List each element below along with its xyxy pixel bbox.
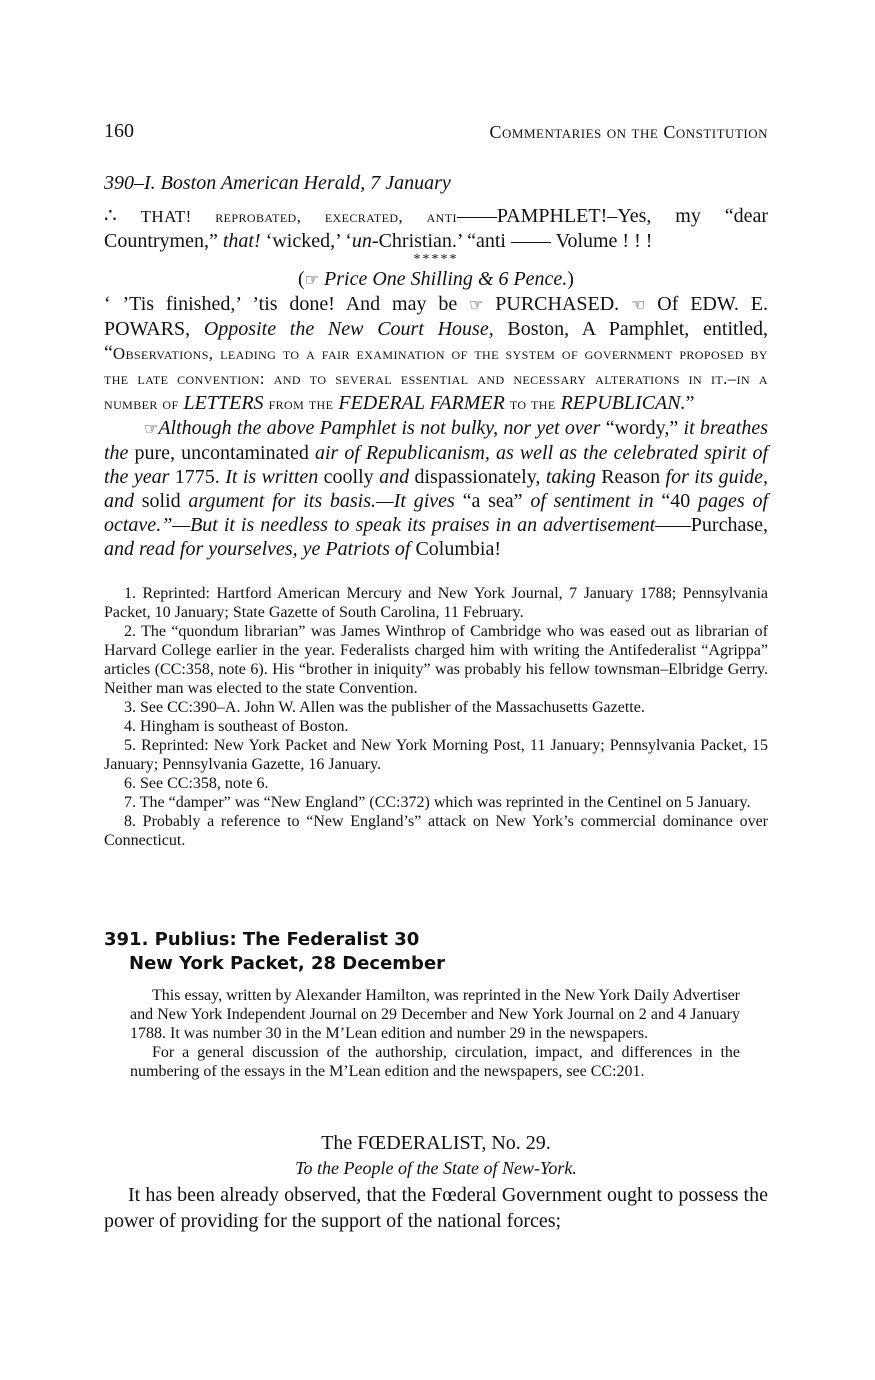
ad-price-text: Price One Shilling & 6 Pence. bbox=[324, 268, 568, 290]
ad-text: LETTERS bbox=[183, 392, 264, 414]
pointing-hand-icon: ☞ bbox=[469, 295, 484, 314]
ad-text: anti bbox=[426, 207, 457, 226]
footnote: 4. Hingham is southeast of Boston. bbox=[124, 718, 349, 735]
ad-paragraph-3 bbox=[104, 416, 768, 561]
ad-text: ——PAMPHLET!–Yes, my “dear Countrymen,” bbox=[104, 205, 769, 252]
ad-text: pages of octave.”—But it is needless to speak its praises in an advertisement—— bbox=[104, 490, 768, 536]
ad-text: pure, uncontaminated bbox=[128, 442, 315, 464]
footnote: 6. See CC:358, note 6. bbox=[124, 775, 269, 792]
ad-text: Boston, A Pamphlet, entitled, “ bbox=[104, 318, 768, 364]
footnote: 2. The “quondum librarian” was James Winthrop of Cambridge who was eased out as librarian of Harvard College earlier in the year. Federalists charged him with writing the Antifederalist “Agrippa” articles (CC:358, note 6). His “brother in iniquity” was probably his fellow townsman–Elbridge Gerry. Neither man was elected to the state Convention. bbox=[104, 623, 768, 697]
ad-text: Of EDW. E. POWARS, bbox=[104, 293, 768, 340]
ad-text: REPUBLICAN. bbox=[560, 392, 686, 414]
therefore-symbol: ∴ bbox=[104, 205, 117, 227]
ad-text: coolly bbox=[318, 466, 380, 488]
ad-text: un bbox=[351, 230, 372, 252]
footnote: 7. The “damper” was “New England” (CC:372) which was reprinted in the Centinel on 5 January. bbox=[124, 794, 751, 811]
ad-text: PURCHASED. bbox=[483, 293, 632, 315]
footnotes bbox=[104, 584, 768, 850]
page-header bbox=[104, 120, 768, 148]
pointing-hand-icon: ☞ bbox=[144, 419, 159, 438]
ad-text: FEDERAL FARMER bbox=[338, 392, 505, 414]
ad-text: to the bbox=[509, 394, 556, 413]
editorial-intro bbox=[130, 986, 740, 1081]
footnote: 1. Reprinted: Hartford American Mercury and New York Journal, 7 January 1788; Pennsylvania Packet, 10 January; State Gazette of South Carolina, 11 February. bbox=[104, 585, 768, 621]
ad-stars: ***** bbox=[413, 252, 459, 267]
federalist-body bbox=[104, 1182, 768, 1234]
federalist-subtitle: To the People of the State of New-York. bbox=[295, 1158, 577, 1178]
ad-text: It is written bbox=[225, 466, 319, 488]
ad-text: Observations, leading to a fair examination of the system of government proposed by the late convention: and to several essential and necessary alterations in it.–in a number of bbox=[104, 344, 768, 413]
ad-text: -Christian.’ “anti —— Volume ! ! ! bbox=[371, 230, 653, 252]
ad-text: taking bbox=[545, 466, 596, 488]
ad-text: of sentiment in bbox=[530, 490, 654, 512]
ad-text: Although the above Pamphlet is not bulky, nor yet over bbox=[158, 417, 601, 439]
ad-text: 1775. bbox=[169, 466, 226, 488]
ad-text: argument for its basis.—It gives bbox=[188, 490, 455, 512]
ad-text: air of Republicanism, as well as the celebrated spirit of the year bbox=[104, 442, 768, 488]
ad-text: and read for yourselves, ye Patriots of bbox=[104, 538, 411, 560]
intro-paragraph: This essay, written by Alexander Hamilton, was reprinted in the New York Daily Advertiser and New York Independent Journal on 29 December and New York Journal on 2 and 4 January 1788. It was number 30 in the M’Lean edition and number 29 in the newspapers. bbox=[130, 987, 740, 1042]
section-title: 390–I. Boston American Herald, 7 January bbox=[104, 172, 451, 194]
page-number: 160 bbox=[104, 120, 134, 142]
pointing-hand-icon: ☞ bbox=[304, 270, 320, 289]
ad-price: (☞ Price One Shilling & 6 Pence.) bbox=[298, 268, 574, 290]
ad-paragraph-2: ‘ ’Tis finished,’ ’tis done! And may be ☞ PURCHASED. ☜ Of EDW. E. POWARS, Opposite the New Court House, Boston, A Pamphlet, entitled, “Observations, leading to a fair examination of the system of government proposed by the late convention: and to several essential and necessary alterations in it.–in a number of LETTERS from the FEDERAL FARMER to the REPUBLICAN.” bbox=[104, 293, 768, 414]
ad-text: Columbia! bbox=[410, 538, 501, 560]
ad-text: it breathes the bbox=[104, 417, 769, 464]
ad-text: “wordy,” bbox=[600, 417, 684, 439]
ad-text: that! bbox=[222, 230, 261, 252]
ad-text: ‘wicked,’ ‘ bbox=[260, 230, 352, 252]
ad-text: and bbox=[379, 466, 410, 488]
ad-text: Reason bbox=[595, 466, 666, 488]
footnote: 8. Probably a reference to “New England’s” attack on New York’s commercial dominance over Connecticut. bbox=[104, 813, 768, 849]
ad-text: solid bbox=[134, 490, 189, 512]
ad-text: from the bbox=[268, 394, 334, 413]
ad-text: Purchase, bbox=[690, 514, 768, 536]
federalist-title: The FŒDERALIST, No. 29. bbox=[321, 1132, 551, 1154]
document-heading bbox=[104, 928, 445, 976]
ad-text: ‘ ’Tis finished,’ ’tis done! And may be bbox=[104, 293, 470, 315]
ad-paragraph-1 bbox=[104, 204, 768, 253]
ad-text: Opposite the New Court House, bbox=[203, 318, 494, 340]
ad-text: dispassionately, bbox=[409, 466, 546, 488]
pointing-hand-left-icon: ☜ bbox=[631, 295, 646, 314]
intro-paragraph: For a general discussion of the authorship, circulation, impact, and differences in the numbering of the essays in the M’Lean edition and the newspapers, see CC:201. bbox=[130, 1044, 740, 1080]
ad-text: “40 bbox=[653, 490, 699, 512]
ad-text: “a sea” bbox=[454, 490, 531, 512]
document-heading-source: New York Packet, 28 December bbox=[129, 953, 446, 974]
ad-text: THAT! reprobated, execrated, bbox=[140, 207, 427, 226]
footnote: 5. Reprinted: New York Packet and New York Morning Post, 11 January; Pennsylvania Packet, 15 January; Pennsylvania Gazette, 16 January. bbox=[104, 737, 768, 773]
ad-text: for its guide, and bbox=[104, 466, 769, 512]
footnote: 3. See CC:390–A. John W. Allen was the publisher of the Massachusetts Gazette. bbox=[124, 699, 645, 716]
running-title: Commentaries on the Constitution bbox=[489, 122, 768, 142]
document-heading-title: 391. Publius: The Federalist 30 bbox=[104, 929, 420, 950]
body-paragraph: It has been already observed, that the Fœderal Government ought to possess the power of providing for the support of the national forces; bbox=[104, 1184, 768, 1232]
advertisement bbox=[104, 204, 768, 561]
